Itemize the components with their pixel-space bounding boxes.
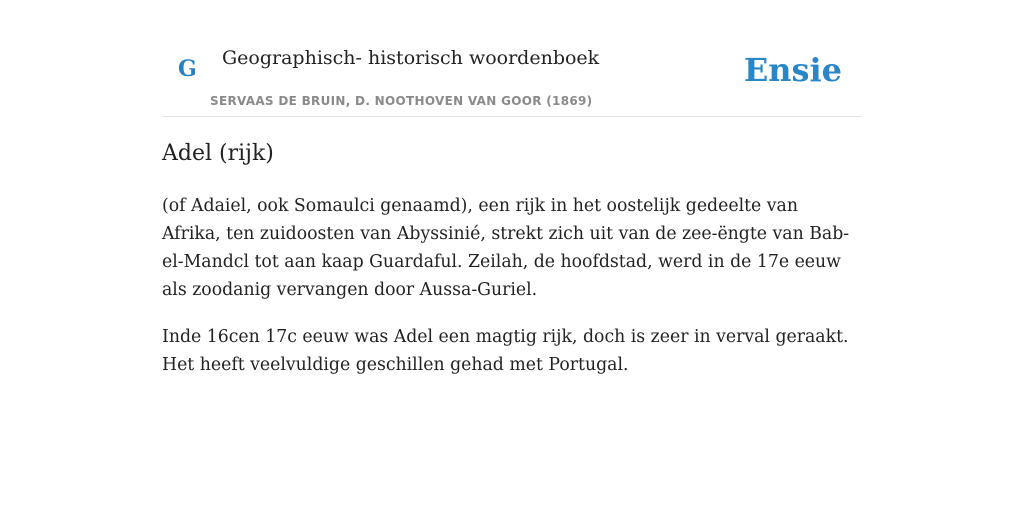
site-logo[interactable]: Ensie	[743, 51, 842, 89]
entry-title: Adel (rijk)	[162, 141, 274, 166]
entry-paragraph: (of Adaiel, ook Somaulci genaamd), een rijk in het oostelijk gedeelte van Afrika, ten zuidoosten van Abyssinié, strekt zich uit van de zee-ëngte van Bab-el-Mandcl tot aan kaap Guardaful. Zeilah, de hoofdstad, werd in de 17e eeuw als zoodanig vervangen door Aussa-Guriel.	[162, 196, 850, 300]
entry-paragraph: Inde 16cen 17c eeuw was Adel een magtig rijk, doch is zeer in verval geraakt. Het heeft veelvuldige geschillen gehad met Portugal.	[162, 327, 849, 375]
book-initial-icon[interactable]: G	[178, 56, 197, 82]
entry-body	[162, 192, 862, 398]
book-title-link[interactable]: Geographisch- historisch woordenboek	[222, 47, 600, 69]
book-author: SERVAAS DE BRUIN, D. NOOTHOVEN VAN GOOR (1869)	[210, 94, 593, 108]
header	[162, 0, 862, 117]
